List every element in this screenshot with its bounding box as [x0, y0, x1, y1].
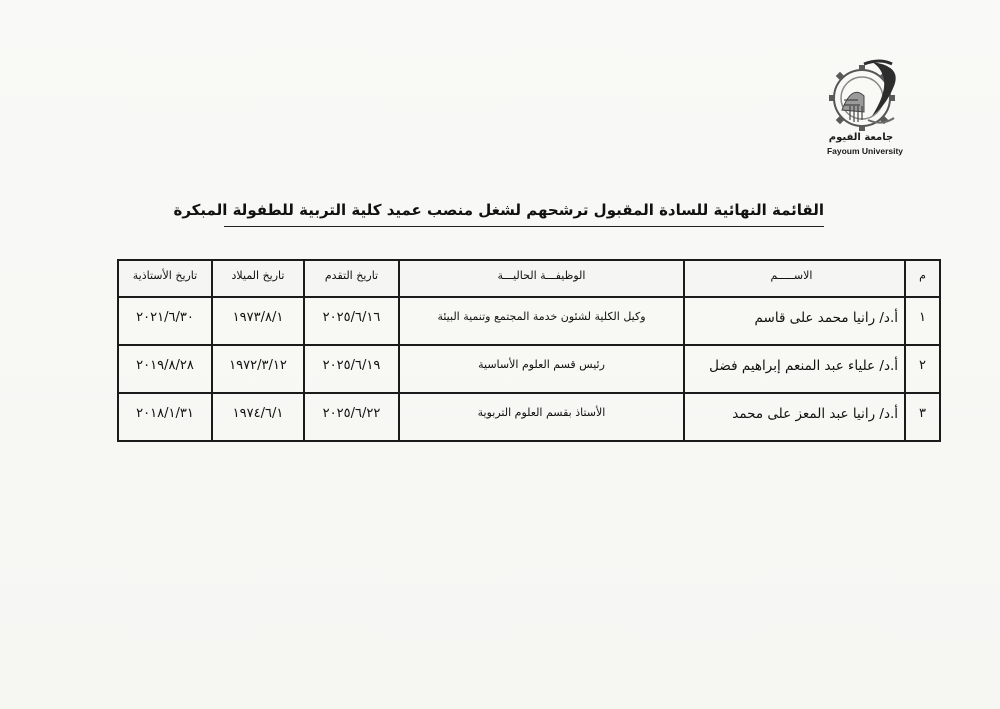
row-apply-date: ٢٠٢٥/٦/١٩ [304, 345, 399, 393]
university-logo [820, 56, 910, 160]
logo-english-name: Fayoum University [826, 146, 904, 156]
row-current-job: وكيل الكلية لشئون خدمة المجتمع وتنمية البيئة [399, 297, 684, 345]
table-row [118, 345, 940, 393]
header-birth-date: تاريخ الميلاد [212, 260, 304, 297]
header-professorship-date: تاريخ الأستاذية [118, 260, 212, 297]
table-row [118, 297, 940, 345]
row-birth-date: ١٩٧٤/٦/١ [212, 393, 304, 441]
row-birth-date: ١٩٧٢/٣/١٢ [212, 345, 304, 393]
row-apply-date: ٢٠٢٥/٦/٢٢ [304, 393, 399, 441]
row-professorship-date: ٢٠١٨/١/٣١ [118, 393, 212, 441]
row-num: ٣ [905, 393, 940, 441]
row-current-job: رئيس قسم العلوم الأساسية [399, 345, 684, 393]
row-num: ١ [905, 297, 940, 345]
row-current-job: الأستاذ بقسم العلوم التربوية [399, 393, 684, 441]
row-apply-date: ٢٠٢٥/٦/١٦ [304, 297, 399, 345]
candidates-table [117, 259, 941, 442]
row-num: ٢ [905, 345, 940, 393]
row-name: أ.د/ رانيا محمد على قاسم [684, 297, 905, 345]
table-header-row [118, 260, 940, 297]
header-name: الاســـــم [684, 260, 905, 297]
row-professorship-date: ٢٠٢١/٦/٣٠ [118, 297, 212, 345]
title-underline [224, 226, 824, 227]
row-professorship-date: ٢٠١٩/٨/٢٨ [118, 345, 212, 393]
row-birth-date: ١٩٧٣/٨/١ [212, 297, 304, 345]
row-name: أ.د/ رانيا عبد المعز على محمد [684, 393, 905, 441]
table-row [118, 393, 940, 441]
candidates-table-wrapper [117, 259, 939, 442]
header-current-job: الوظيفـــة الحاليـــة [399, 260, 684, 297]
header-num: م [905, 260, 940, 297]
header-apply-date: تاريخ التقدم [304, 260, 399, 297]
document-title: القائمة النهائية للسادة المقبول ترشحهم لشغل منصب عميد كلية التربية للطفولة المبكرة [173, 201, 824, 219]
logo-arabic-name: جامعة الفيوم [828, 132, 894, 143]
row-name: أ.د/ علياء عبد المنعم إبراهيم فضل [684, 345, 905, 393]
fayoum-university-emblem-icon [820, 56, 910, 136]
